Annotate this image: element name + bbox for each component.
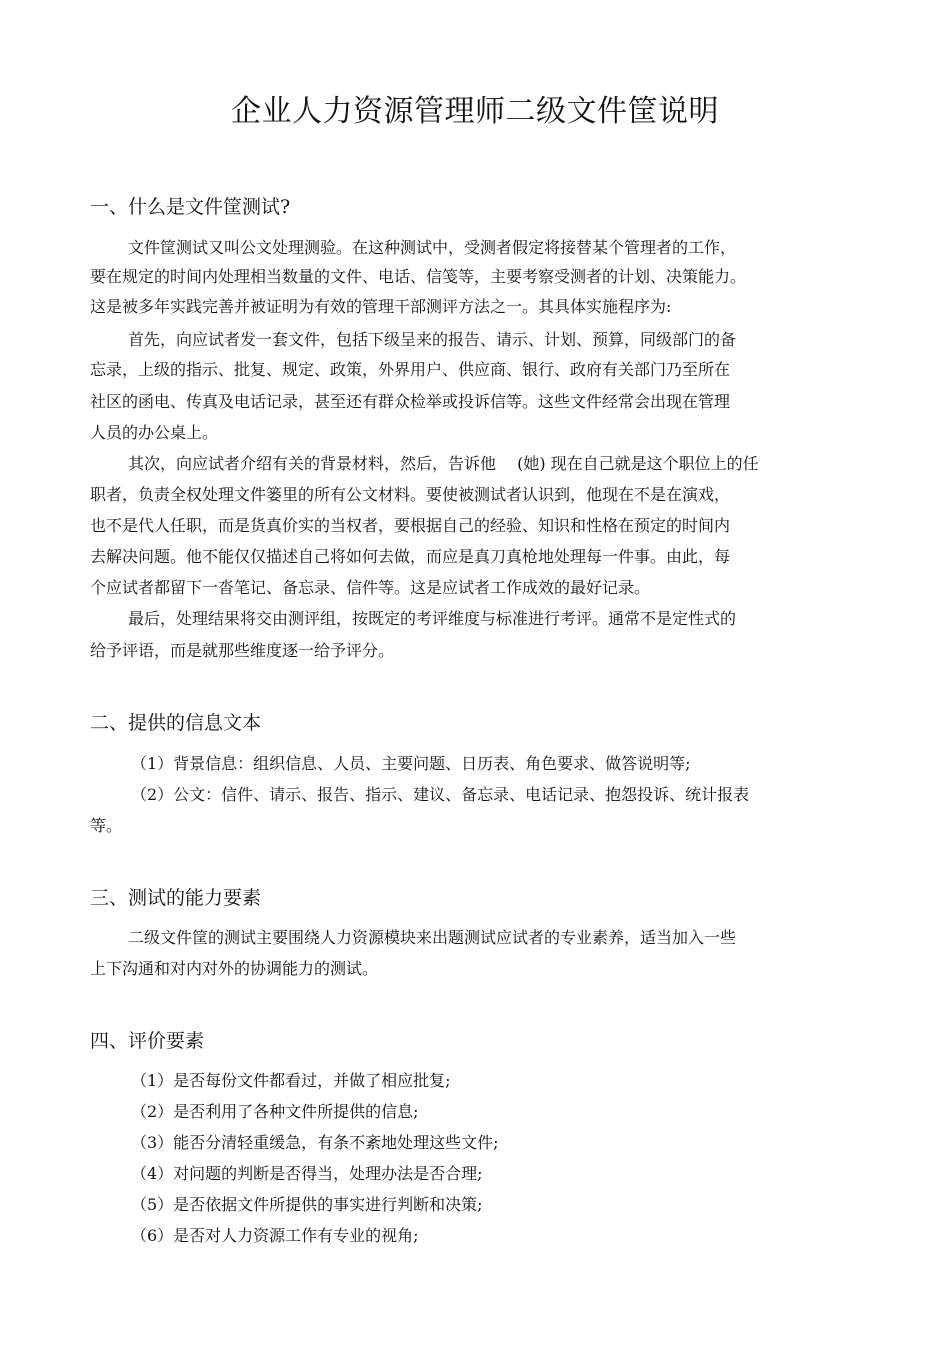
paragraph-line: 社区的函电、传真及电话记录，甚至还有群众检举或投诉信等。这些文件经常会出现在管理	[90, 392, 731, 411]
list-item: （4）对问题的判断是否得当，处理办法是否合理;	[131, 1164, 483, 1183]
paragraph-line: 二级文件筐的测试主要围绕人力资源模块来出题测试应试者的专业素养，适当加入一些	[128, 928, 737, 947]
paragraph-line: 个应试者都留下一沓笔记、备忘录、信件等。这是应试者工作成效的最好记录。	[90, 578, 651, 597]
section-heading-4: 四、评价要素	[90, 1030, 205, 1052]
paragraph-line: 忘录，上级的指示、批复、规定、政策，外界用户、供应商、银行、政府有关部门乃至所在	[90, 360, 731, 379]
paragraph-line: 去解决问题。他不能仅仅描述自己将如何去做，而应是真刀真枪地处理每一件事。由此，每	[90, 547, 731, 566]
list-item: （3）能否分清轻重缓急，有条不紊地处理这些文件;	[131, 1133, 499, 1152]
paragraph-line: 文件筐测试又叫公文处理测验。在这种测试中，受测者假定将接替某个管理者的工作，	[128, 238, 737, 257]
list-item: （6）是否对人力资源工作有专业的视角;	[131, 1226, 419, 1245]
paragraph-line: 上下沟通和对内对外的协调能力的测试。	[90, 959, 379, 978]
list-item: （5）是否依据文件所提供的事实进行判断和决策;	[131, 1195, 483, 1214]
list-item: （2）是否利用了各种文件所提供的信息;	[131, 1102, 419, 1121]
list-item: （1）是否每份文件都看过，并做了相应批复;	[131, 1071, 451, 1090]
section-heading-3: 三、测试的能力要素	[90, 887, 262, 909]
paragraph-line: 等。	[90, 816, 123, 835]
paragraph-line: 给予评语，而是就那些维度逐一给予评分。	[90, 641, 395, 660]
section-heading-2: 二、提供的信息文本	[90, 712, 262, 734]
list-item: （2）公文：信件、请示、报告、指示、建议、备忘录、电话记录、抱怨投诉、统计报表	[131, 785, 750, 804]
paragraph-line: 这是被多年实践完善并被证明为有效的管理干部测评方法之一。其具体实施程序为:	[90, 297, 672, 316]
document-title: 企业人力资源管理师二级文件筐说明	[231, 94, 719, 129]
paragraph-line: 职者，负责全权处理文件篓里的所有公文材料。要使被测试者认识到，他现在不是在演戏，	[90, 485, 731, 504]
paragraph-line: 人员的办公桌上。	[90, 423, 219, 442]
paragraph-line: 其次，向应试者介绍有关的背景材料，然后，告诉他 (她) 现在自己就是这个职位上的任	[128, 454, 759, 473]
paragraph-line: 首先，向应试者发一套文件，包括下级呈来的报告、请示、计划、预算，同级部门的备	[128, 330, 737, 349]
paragraph-line: 最后，处理结果将交由测评组，按既定的考评维度与标准进行考评。通常不是定性式的	[128, 609, 737, 628]
section-heading-1: 一、什么是文件筐测试?	[90, 196, 291, 218]
paragraph-line: 要在规定的时间内处理相当数量的文件、电话、信笺等，主要考察受测者的计划、决策能力。	[90, 267, 747, 286]
list-item: （1）背景信息：组织信息、人员、主要问题、日历表、角色要求、做答说明等;	[131, 754, 691, 773]
paragraph-line: 也不是代人任职，而是货真价实的当权者，要根据自己的经验、知识和性格在预定的时间内	[90, 516, 731, 535]
